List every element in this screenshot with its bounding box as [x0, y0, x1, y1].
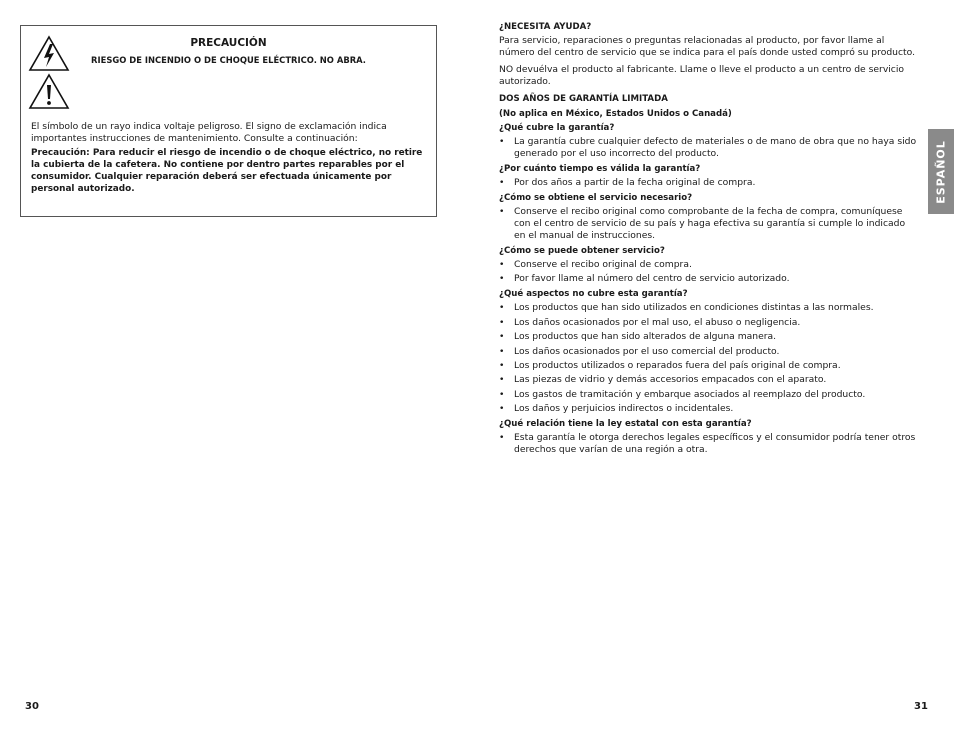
bullet-marker: •: [499, 273, 505, 285]
list-item-text: Los daños ocasionados por el mal uso, el abuso o negligencia.: [514, 316, 801, 328]
list-item-text: Los productos que han sido utilizados en condiciones distintas a las normales.: [514, 302, 874, 314]
bullet-marker: •: [499, 316, 505, 328]
list-item: [499, 273, 919, 285]
list-item-text: La garantía cubre cualquier defecto de materiales o de mano de obra que no haya sido generado por el uso incorrecto del producto.: [514, 136, 917, 160]
warranty-heading: DOS AÑOS DE GARANTÍA LIMITADA: [499, 94, 668, 104]
page-number-right: 31: [914, 701, 928, 712]
list-item-text: Por dos años a partir de la fecha original de compra.: [514, 177, 756, 189]
list-item: [499, 302, 919, 314]
bullet-marker: •: [499, 374, 505, 386]
caution-warning-text: Precaución: Para reducir el riesgo de incendio o de choque eléctrico, no retire la cubierta de la cafetera. No contiene por dentro partes reparables por el consumidor. Cualquier reparación deberá ser efectuada únicamente por personal autorizado.: [31, 148, 423, 194]
list-item: [499, 346, 919, 358]
list-item-text: Los daños y perjuicios indirectos o incidentales.: [514, 403, 734, 415]
list-item-text: Por favor llame al número del centro de servicio autorizado.: [514, 273, 790, 285]
bullet-marker: •: [499, 431, 505, 443]
list-item-text: Esta garantía le otorga derechos legales específicos y el consumidor podría tener otros derechos que varían de una región a otra.: [514, 431, 916, 455]
warranty-sections: [499, 122, 919, 456]
list-item-text: Conserve el recibo original de compra.: [514, 259, 692, 271]
warranty-note: (No aplica en México, Estados Unidos o Canadá): [499, 108, 732, 119]
caution-subtitle: RIESGO DE INCENDIO O DE CHOQUE ELÉCTRICO. NO ABRA.: [91, 55, 366, 65]
list-item-text: Los productos utilizados o reparados fuera del país original de compra.: [514, 359, 841, 371]
list-item: [499, 259, 919, 271]
bullet-marker: •: [499, 136, 505, 148]
warranty-question: ¿Por cuánto tiempo es válida la garantía?: [499, 163, 701, 174]
exclamation-warning-icon: [28, 73, 70, 110]
list-item: [499, 360, 919, 372]
list-item-text: Los daños ocasionados por el uso comercial del producto.: [514, 345, 780, 357]
bullet-marker: •: [499, 302, 505, 314]
language-tab-label: ESPAÑOL: [934, 139, 948, 204]
language-tab: [928, 129, 954, 214]
page-number-left: 30: [25, 701, 39, 712]
bullet-marker: •: [499, 359, 505, 371]
warranty-question: ¿Qué relación tiene la ley estatal con esta garantía?: [499, 418, 752, 429]
list-item: [499, 331, 919, 343]
symbol-explanation: El símbolo de un rayo indica voltaje peligroso. El signo de exclamación indica importantes instrucciones de mantenimiento. Consulte a continuación:: [31, 121, 387, 144]
list-item: [499, 206, 919, 242]
bullet-marker: •: [499, 331, 505, 343]
bullet-marker: •: [499, 177, 505, 189]
list-item: [499, 177, 919, 189]
list-item-text: Los productos que han sido alterados de alguna manera.: [514, 331, 777, 343]
list-item-text: Conserve el recibo original como comprobante de la fecha de compra, comuníquese con el centro de servicio de su país y haga efectiva su garantía si cumple lo indicado en el manual de instrucciones.: [514, 206, 906, 242]
list-item: [499, 389, 919, 401]
list-item: [499, 403, 919, 415]
bullet-marker: •: [499, 345, 505, 357]
list-item-text: Los gastos de tramitación y embarque asociados al reemplazo del producto.: [514, 388, 866, 400]
list-item: [499, 374, 919, 386]
bullet-marker: •: [499, 206, 505, 218]
bullet-marker: •: [499, 403, 505, 415]
bullet-marker: •: [499, 388, 505, 400]
list-item-text: Las piezas de vidrio y demás accesorios empacados con el aparato.: [514, 374, 827, 386]
list-item: [499, 136, 919, 160]
return-paragraph: NO devuélva el producto al fabricante. Llame o lleve el producto a un centro de servicio autorizado.: [499, 64, 905, 87]
help-paragraph: Para servicio, reparaciones o preguntas relacionadas al producto, por favor llame al número del centro de servicio que se indica para el país donde usted compró su producto.: [499, 35, 916, 58]
warranty-question: ¿Qué aspectos no cubre esta garantía?: [499, 288, 688, 299]
list-item: [499, 317, 919, 329]
caution-box: [20, 25, 437, 217]
bullet-marker: •: [499, 259, 505, 271]
warranty-column: [499, 21, 919, 456]
warranty-question: ¿Qué cubre la garantía?: [499, 123, 615, 133]
list-item: [499, 432, 919, 456]
warranty-question: ¿Cómo se obtiene el servicio necesario?: [499, 192, 693, 203]
warranty-question: ¿Cómo se puede obtener servicio?: [499, 245, 665, 256]
caution-title: PRECAUCIÓN: [190, 37, 267, 49]
help-heading: ¿NECESITA AYUDA?: [499, 22, 592, 32]
